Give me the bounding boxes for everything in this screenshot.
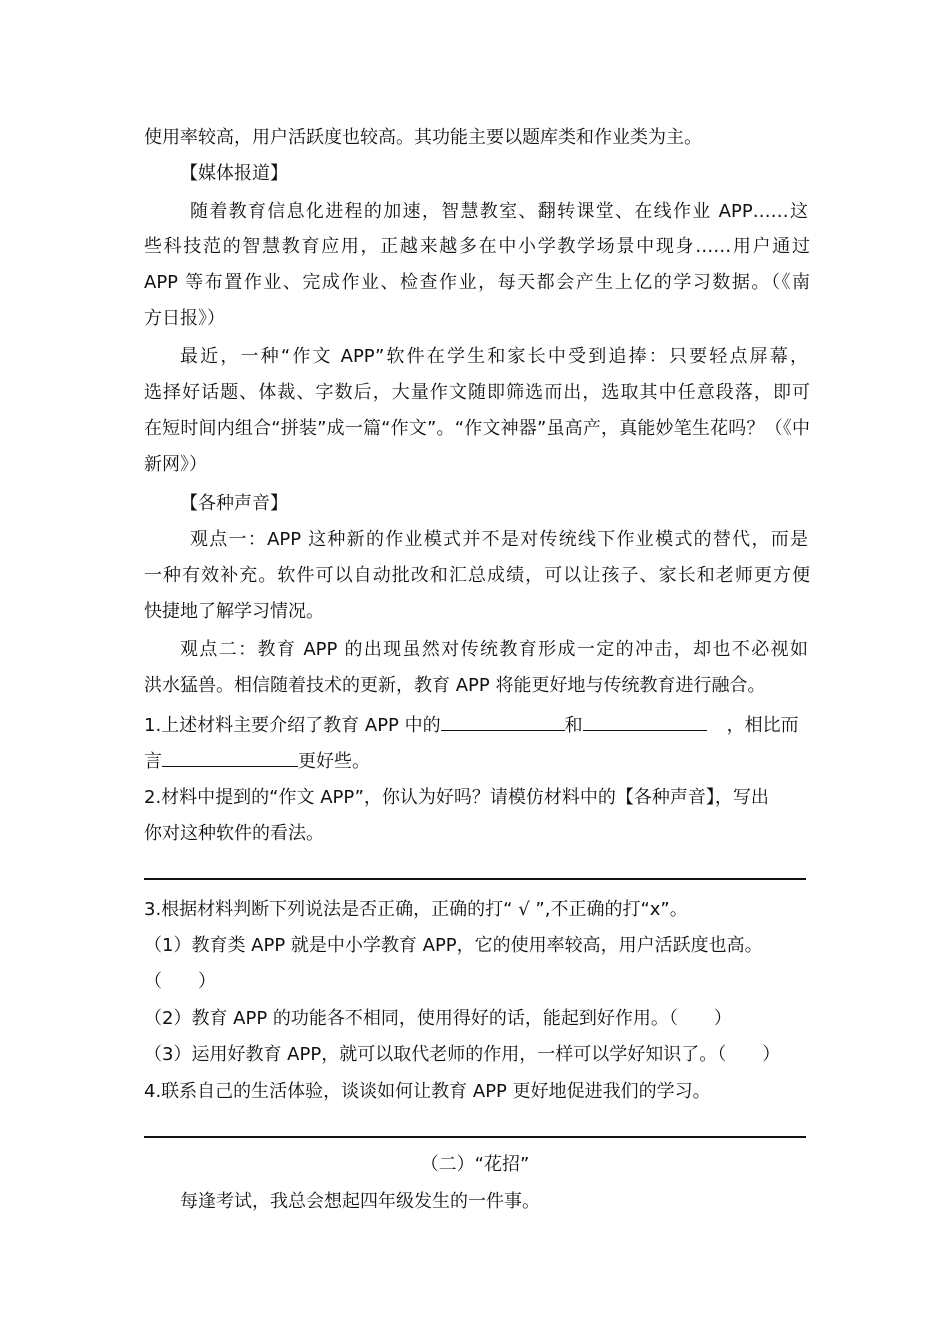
question-3-item-1: （1）教育类 APP 就是中小学教育 APP，它的使用率较高，用户活跃度也高。 (144, 935, 763, 956)
question-1-text-d: 言 (144, 751, 162, 772)
question-3-stem: 3.根据材料判断下列说法是否正确，正确的打“ √ ”,不正确的打“x”。 (144, 899, 688, 920)
question-2-line-1: 2.材料中提到的“作文 APP”，你认为好吗？请模仿材料中的【各种声音】，写出 (144, 787, 769, 808)
question-2-line-2: 你对这种软件的看法。 (144, 823, 324, 844)
question-1-text-a: 1.上述材料主要介绍了教育 APP 中的 (144, 715, 441, 736)
question-1-text-b: 和 (564, 715, 583, 736)
text-line: 洪水猛兽。相信随着技术的更新，教育 APP 将能更好地与传统教育进行融合。 (144, 675, 766, 696)
text-line: 些科技范的智慧教育应用，正越来越多在中小学教学场景中现身……用户通过 (144, 236, 810, 257)
question-3-item-2: （2）教育 APP 的功能各不相同，使用得好的话，能起到好作用。（ ） (144, 1008, 732, 1029)
text-line: 观点一：APP 这种新的作业模式并不是对传统线下作业模式的替代，而是 (190, 529, 808, 550)
text-line: 选择好话题、体裁、字数后，大量作文随即筛选而出，选取其中任意段落，即可 (144, 382, 810, 403)
section-title: （二）“花招” (420, 1154, 530, 1175)
text-line: 在短时间内组合“拼装”成一篇“作文”。“作文神器”虽高产，真能妙笔生花吗？（《中 (144, 418, 810, 439)
text-line: 使用率较高，用户活跃度也较高。其功能主要以题库类和作业类为主。 (144, 127, 702, 148)
answer-blank-3[interactable] (162, 748, 298, 767)
question-3-item-3: （3）运用好教育 APP，就可以取代老师的作用，一样可以学好知识了。（ ） (144, 1044, 781, 1065)
text-line: 快捷地了解学习情况。 (144, 601, 324, 622)
text-line: 方日报》） (144, 308, 225, 329)
question-3-item-1-paren[interactable]: （ ） (144, 971, 216, 992)
section-heading-media: 【媒体报道】 (180, 163, 288, 184)
answer-line-q2[interactable] (144, 878, 806, 880)
text-line: APP 等布置作业、完成作业、检查作业，每天都会产生上亿的学习数据。（《南 (144, 272, 810, 293)
story-first-line: 每逢考试，我总会想起四年级发生的一件事。 (180, 1191, 540, 1212)
answer-line-q4[interactable] (144, 1136, 806, 1138)
text-line: 一种有效补充。软件可以自动批改和汇总成绩，可以让孩子、家长和老师更方便 (144, 565, 810, 586)
text-line: 随着教育信息化进程的加速，智慧教室、翻转课堂、在线作业 APP……这 (190, 201, 808, 222)
text-line: 最近，一种“作文 APP”软件在学生和家长中受到追捧：只要轻点屏幕， (180, 346, 808, 367)
text-line: 观点二：教育 APP 的出现虽然对传统教育形成一定的冲击，却也不必视如 (180, 639, 808, 660)
question-4: 4.联系自己的生活体验，谈谈如何让教育 APP 更好地促进我们的学习。 (144, 1081, 711, 1102)
question-1-text-e: 更好些。 (298, 751, 370, 772)
text-line: 新网》） (144, 454, 207, 475)
question-1-text-c: ，相比而 (726, 715, 799, 736)
section-heading-voices: 【各种声音】 (180, 493, 288, 514)
question-1 (144, 712, 810, 738)
answer-blank-2[interactable] (583, 712, 707, 731)
question-1-continued (144, 748, 810, 774)
answer-blank-1[interactable] (441, 712, 565, 731)
